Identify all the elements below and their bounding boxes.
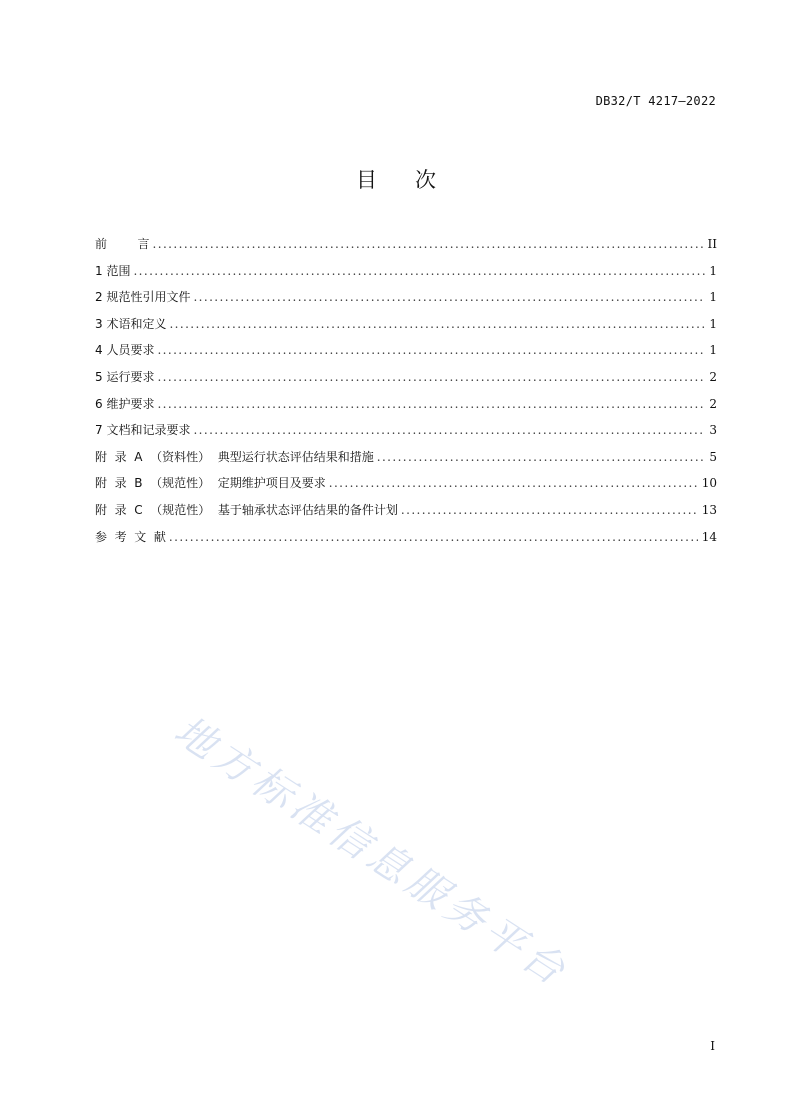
toc-entry-annex-a[interactable] [95, 447, 717, 474]
toc-entry-personnel[interactable] [95, 340, 717, 367]
watermark: 地方标准信息服务平台 [166, 707, 577, 997]
toc-label: 3 术语和定义 [95, 316, 167, 331]
toc-entry-scope[interactable] [95, 261, 717, 288]
toc-entry-operation[interactable] [95, 367, 717, 394]
toc-entry-normative-references[interactable] [95, 287, 717, 314]
toc-label: 前 言 [95, 237, 150, 251]
toc-page-number: 2 [709, 396, 717, 411]
page-number: I [710, 1039, 715, 1053]
toc-leader-dots [169, 527, 698, 547]
toc-page-number: 1 [709, 343, 717, 358]
toc-label: 2 规范性引用文件 [95, 290, 191, 305]
toc-leader-dots [169, 314, 705, 334]
toc-page-number: 2 [709, 369, 717, 384]
page-title: 目次 [356, 168, 474, 192]
toc-leader-dots [193, 287, 705, 307]
toc-label: 附 录 B （规范性） 定期维护项目及要求 [95, 476, 326, 491]
toc-page-number: 13 [701, 502, 717, 517]
toc-label: 附 录 A （资料性） 典型运行状态评估结果和措施 [95, 449, 374, 464]
toc-entry-documentation[interactable] [95, 420, 717, 447]
toc-leader-dots [157, 367, 705, 387]
toc-leader-dots [377, 447, 706, 467]
toc-page-number: 10 [701, 476, 717, 491]
toc-leader-dots [193, 420, 705, 440]
toc-entry-annex-b[interactable] [95, 473, 717, 500]
toc-entry-annex-c[interactable] [95, 500, 717, 527]
toc-page-number: II [707, 237, 717, 251]
toc-leader-dots [329, 473, 698, 493]
toc-leader-dots [133, 261, 705, 281]
toc-leader-dots [153, 234, 704, 254]
toc-label: 1 范围 [95, 263, 131, 278]
toc-page-number: 5 [709, 449, 717, 464]
table-of-contents [95, 234, 717, 553]
toc-entry-foreword[interactable] [95, 234, 717, 261]
toc-page-number: 1 [709, 290, 717, 305]
toc-entry-maintenance[interactable] [95, 394, 717, 421]
toc-label: 附 录 C （规范性） 基于轴承状态评估结果的备件计划 [95, 502, 398, 517]
toc-label: 参 考 文 献 [95, 529, 166, 544]
toc-label: 5 运行要求 [95, 369, 155, 384]
toc-page-number: 1 [709, 316, 717, 331]
toc-entry-terms[interactable] [95, 314, 717, 341]
toc-label: 7 文档和记录要求 [95, 423, 191, 438]
toc-page-number: 3 [709, 423, 717, 438]
toc-leader-dots [157, 394, 705, 414]
toc-label: 6 维护要求 [95, 396, 155, 411]
toc-leader-dots [157, 340, 705, 360]
toc-page-number: 1 [709, 263, 717, 278]
standard-code: DB32/T 4217—2022 [595, 94, 716, 108]
toc-page-number: 14 [701, 529, 717, 544]
toc-leader-dots [401, 500, 698, 520]
toc-entry-bibliography[interactable] [95, 527, 717, 554]
toc-label: 4 人员要求 [95, 343, 155, 358]
